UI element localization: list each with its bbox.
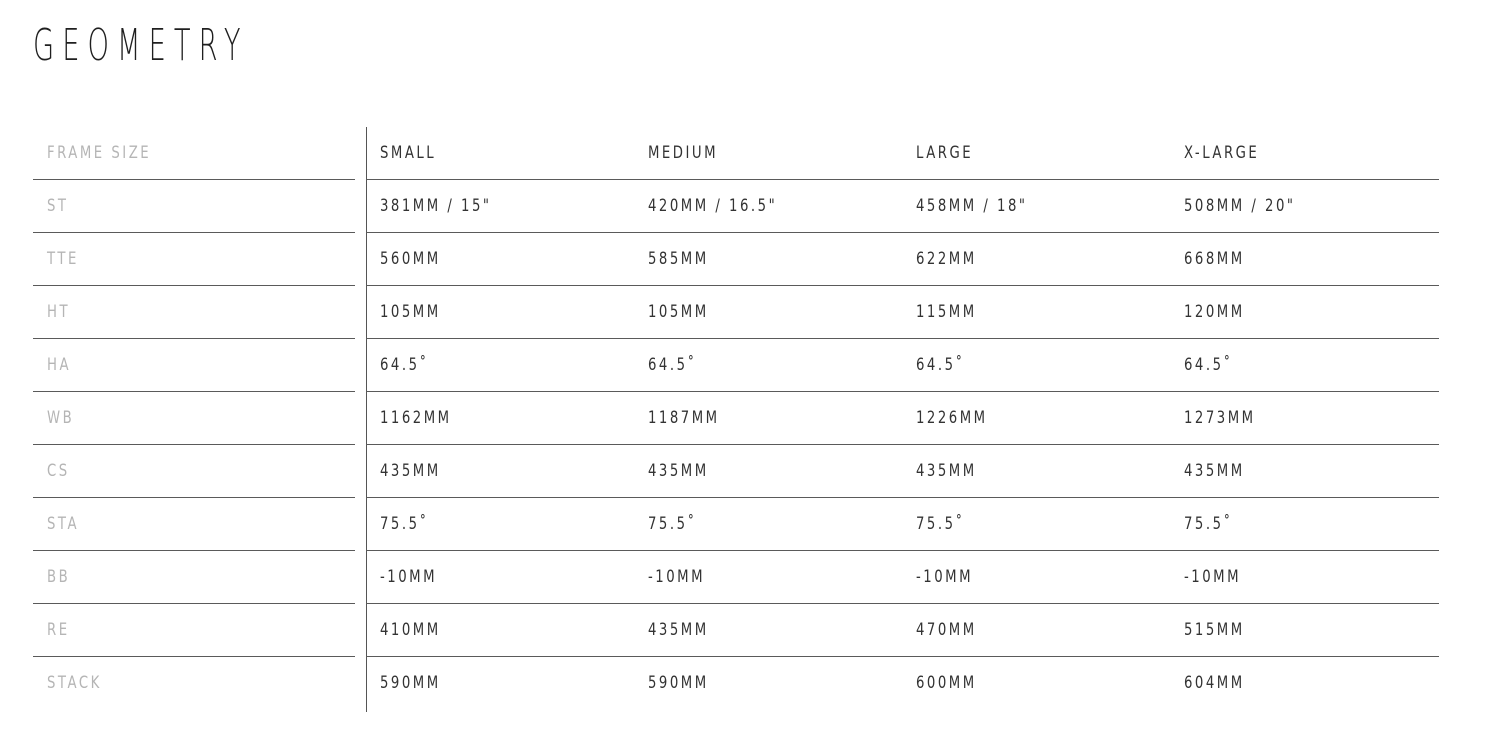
header-row [33, 127, 1439, 180]
size-header-small: SMALL [380, 143, 437, 163]
table-cell: 1273MM [1184, 408, 1256, 428]
header-label: FRAME SIZE [47, 143, 152, 163]
table-cell: 1226MM [916, 408, 988, 428]
table-row [33, 498, 1439, 551]
table-cell: 1187MM [648, 408, 720, 428]
page-title: GEOMETRY [33, 20, 249, 71]
row-label: HT [47, 302, 71, 322]
table-cell: 470MM [916, 620, 977, 640]
size-header-large: LARGE [916, 143, 974, 163]
table-cell: 381MM / 15" [380, 196, 492, 216]
row-label: STACK [47, 673, 102, 693]
table-cell: 115MM [916, 302, 977, 322]
row-label: ST [47, 196, 69, 216]
table-cell: 604MM [1184, 673, 1245, 693]
table-row [33, 286, 1439, 339]
table-cell: 508MM / 20" [1184, 196, 1296, 216]
table-cell: 622MM [916, 249, 977, 269]
table-cell: 75.5˚ [648, 514, 697, 534]
size-header-x-large: X-LARGE [1184, 143, 1260, 163]
table-row [33, 180, 1439, 233]
table-cell: -10MM [916, 567, 974, 587]
table-cell: 64.5˚ [380, 355, 429, 375]
table-cell: 75.5˚ [1184, 514, 1233, 534]
table-cell: 410MM [380, 620, 441, 640]
table-cell: 420MM / 16.5" [648, 196, 778, 216]
table-cell: 435MM [648, 461, 709, 481]
table-row [33, 392, 1439, 445]
row-label: WB [47, 408, 75, 428]
table-row [33, 233, 1439, 286]
table-cell: 1162MM [380, 408, 452, 428]
table-cell: 515MM [1184, 620, 1245, 640]
table-cell: 435MM [916, 461, 977, 481]
row-label: BB [47, 567, 71, 587]
table-row [33, 551, 1439, 604]
row-label: STA [47, 514, 80, 534]
table-cell: 590MM [648, 673, 709, 693]
table-cell: -10MM [648, 567, 706, 587]
table-cell: 458MM / 18" [916, 196, 1028, 216]
table-cell: 435MM [1184, 461, 1245, 481]
row-label: RE [47, 620, 70, 640]
table-cell: 560MM [380, 249, 441, 269]
table-cell: -10MM [1184, 567, 1242, 587]
row-label: TTE [47, 249, 79, 269]
row-label: CS [47, 461, 70, 481]
table-cell: 64.5˚ [916, 355, 965, 375]
table-cell: 435MM [648, 620, 709, 640]
table-cell: 600MM [916, 673, 977, 693]
table-cell: 585MM [648, 249, 709, 269]
table-row [33, 657, 1439, 710]
table-row [33, 339, 1439, 392]
table-cell: 64.5˚ [1184, 355, 1233, 375]
table-cell: 668MM [1184, 249, 1245, 269]
table-cell: 435MM [380, 461, 441, 481]
table-cell: 64.5˚ [648, 355, 697, 375]
table-cell: 75.5˚ [380, 514, 429, 534]
table-cell: -10MM [380, 567, 438, 587]
row-label: HA [47, 355, 72, 375]
table-row [33, 445, 1439, 498]
size-header-medium: MEDIUM [648, 143, 719, 163]
table-cell: 590MM [380, 673, 441, 693]
table-cell: 120MM [1184, 302, 1245, 322]
table-cell: 105MM [380, 302, 441, 322]
table-row [33, 604, 1439, 657]
table-cell: 75.5˚ [916, 514, 965, 534]
table-cell: 105MM [648, 302, 709, 322]
geometry-table [33, 127, 1439, 712]
